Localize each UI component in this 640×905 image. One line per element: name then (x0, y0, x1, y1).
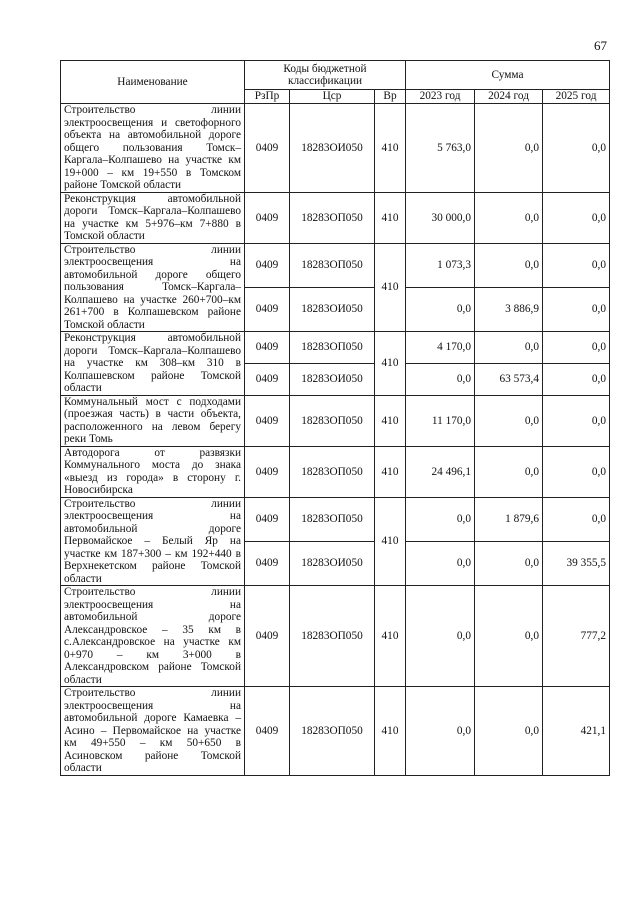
csr-code: 18283ОП050 (290, 395, 375, 446)
amount-2023: 1 073,3 (406, 243, 475, 287)
amount-2025: 0,0 (543, 446, 610, 497)
rzpr-code: 0409 (245, 446, 290, 497)
amount-2025: 421,1 (543, 687, 610, 776)
table-row (61, 332, 610, 364)
rzpr-code: 0409 (245, 541, 290, 585)
page-number: 67 (594, 38, 607, 53)
amount-2025: 0,0 (543, 192, 610, 243)
table-row (61, 687, 610, 776)
amount-2025: 777,2 (543, 586, 610, 687)
header-csr: Цср (290, 90, 375, 104)
rzpr-code: 0409 (245, 104, 290, 193)
amount-2024: 0,0 (475, 395, 543, 446)
amount-2024: 1 879,6 (475, 497, 543, 541)
rzpr-code: 0409 (245, 287, 290, 331)
table-body (61, 104, 610, 776)
budget-table (60, 60, 610, 776)
amount-2023: 11 170,0 (406, 395, 475, 446)
csr-code: 18283ОП050 (290, 332, 375, 364)
csr-code: 18283ОП050 (290, 586, 375, 687)
vr-code: 410 (375, 586, 406, 687)
amount-2023: 0,0 (406, 687, 475, 776)
amount-2023: 0,0 (406, 287, 475, 331)
amount-2025: 0,0 (543, 363, 610, 395)
rzpr-code: 0409 (245, 363, 290, 395)
object-name: Строительство линии электроосвещения на автомобильной дороге общего пользования Томск–Каргала–Колпашево на участке 260+700–км 261+700 в Колпашевском районе Томской области (61, 243, 245, 332)
amount-2023: 24 496,1 (406, 446, 475, 497)
amount-2024: 0,0 (475, 332, 543, 364)
amount-2023: 0,0 (406, 497, 475, 541)
header-2023: 2023 год (406, 90, 475, 104)
amount-2024: 0,0 (475, 192, 543, 243)
amount-2023: 0,0 (406, 586, 475, 687)
csr-code: 18283ОИ050 (290, 104, 375, 193)
amount-2025: 0,0 (543, 104, 610, 193)
vr-code: 410 (375, 192, 406, 243)
csr-code: 18283ОИ050 (290, 541, 375, 585)
object-name: Реконструкция автомобильной дороги Томск–Каргала–Колпашево на участке км 5+976–км 7+880 в Томской области (61, 192, 245, 243)
amount-2025: 0,0 (543, 243, 610, 287)
header-2024: 2024 год (475, 90, 543, 104)
rzpr-code: 0409 (245, 687, 290, 776)
header-vr: Вр (375, 90, 406, 104)
table-row (61, 192, 610, 243)
rzpr-code: 0409 (245, 243, 290, 287)
amount-2025: 39 355,5 (543, 541, 610, 585)
header-rzpr: РзПр (245, 90, 290, 104)
rzpr-code: 0409 (245, 497, 290, 541)
header-codes: Коды бюджетной классификации (245, 61, 406, 90)
amount-2023: 4 170,0 (406, 332, 475, 364)
rzpr-code: 0409 (245, 192, 290, 243)
amount-2024: 0,0 (475, 586, 543, 687)
amount-2023: 5 763,0 (406, 104, 475, 193)
vr-code: 410 (375, 104, 406, 193)
header-sum: Сумма (406, 61, 610, 90)
table-row (61, 395, 610, 446)
amount-2023: 0,0 (406, 363, 475, 395)
object-name: Строительство линии электроосвещения на автомобильной дороге Первомайское – Белый Яр на участке км 187+300 – км 192+440 в Верхнекетском районе Томской области (61, 497, 245, 586)
vr-code: 410 (375, 332, 406, 396)
amount-2025: 0,0 (543, 332, 610, 364)
amount-2024: 63 573,4 (475, 363, 543, 395)
csr-code: 18283ОП050 (290, 687, 375, 776)
vr-code: 410 (375, 497, 406, 586)
amount-2024: 3 886,9 (475, 287, 543, 331)
amount-2024: 0,0 (475, 687, 543, 776)
header-2025: 2025 год (543, 90, 610, 104)
vr-code: 410 (375, 395, 406, 446)
vr-code: 410 (375, 243, 406, 332)
csr-code: 18283ОИ050 (290, 287, 375, 331)
object-name: Автодорога от развязки Коммунального моста до знака «выезд из города» в сторону г. Новосибирска (61, 446, 245, 497)
amount-2024: 0,0 (475, 446, 543, 497)
csr-code: 18283ОП050 (290, 192, 375, 243)
header-name: Наименование (61, 61, 245, 104)
object-name: Реконструкция автомобильной дороги Томск–Каргала–Колпашево на участке км 308–км 310 в Колпашевском районе Томской области (61, 332, 245, 396)
table-row (61, 446, 610, 497)
amount-2024: 0,0 (475, 541, 543, 585)
amount-2023: 0,0 (406, 541, 475, 585)
table-row (61, 243, 610, 287)
amount-2024: 0,0 (475, 104, 543, 193)
table-row (61, 586, 610, 687)
csr-code: 18283ОП050 (290, 497, 375, 541)
amount-2024: 0,0 (475, 243, 543, 287)
amount-2023: 30 000,0 (406, 192, 475, 243)
amount-2025: 0,0 (543, 395, 610, 446)
rzpr-code: 0409 (245, 395, 290, 446)
rzpr-code: 0409 (245, 586, 290, 687)
csr-code: 18283ОП050 (290, 243, 375, 287)
csr-code: 18283ОП050 (290, 446, 375, 497)
vr-code: 410 (375, 687, 406, 776)
csr-code: 18283ОИ050 (290, 363, 375, 395)
object-name: Строительство линии электроосвещения и светофорного объекта на автомобильной дороге общего пользования Томск–Каргала–Колпашево на участке км 19+000 – км 19+550 в Томском районе Томской области (61, 104, 245, 193)
vr-code: 410 (375, 446, 406, 497)
object-name: Коммунальный мост с подходами (проезжая часть) в части объекта, расположенного на левом берегу реки Томь (61, 395, 245, 446)
table-header (61, 61, 610, 104)
object-name: Строительство линии электроосвещения на автомобильной дороге Александровское – 35 км в с.Александровское на участке км 0+970 – км 3+000 в Александровском районе Томской области (61, 586, 245, 687)
object-name: Строительство линии электроосвещения на автомобильной дороге Камаевка – Асино – Первомайское на участке км 49+550 – км 50+650 в Асиновском районе Томской области (61, 687, 245, 776)
amount-2025: 0,0 (543, 287, 610, 331)
amount-2025: 0,0 (543, 497, 610, 541)
table-row (61, 497, 610, 541)
rzpr-code: 0409 (245, 332, 290, 364)
table-row (61, 104, 610, 193)
